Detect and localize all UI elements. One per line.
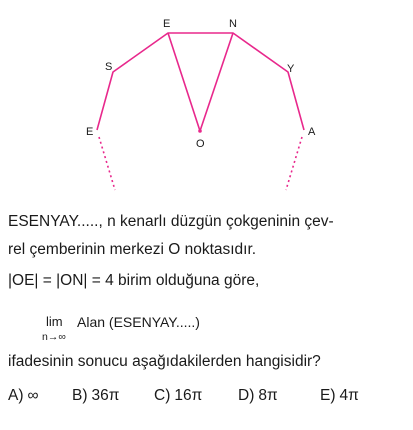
label-a: A bbox=[308, 126, 316, 138]
polygon-figure bbox=[0, 0, 413, 200]
limit-argument: Alan (ESENYAY.....) bbox=[77, 314, 200, 330]
question-line-5: ifadesinin sonucu aşağıdakilerden hangisidir? bbox=[8, 353, 321, 370]
label-n: N bbox=[229, 18, 237, 30]
limit-word: lim bbox=[46, 314, 63, 329]
choice-b[interactable]: B) 36π bbox=[72, 387, 120, 404]
limit-expression bbox=[40, 314, 340, 348]
label-s: S bbox=[105, 61, 113, 73]
dashed-continuation-right bbox=[286, 137, 302, 190]
limit-subscript: n→∞ bbox=[42, 331, 66, 343]
question-line-3: |OE| = |ON| = 4 birim olduğuna göre, bbox=[8, 272, 260, 289]
label-e-top: E bbox=[163, 18, 171, 30]
label-y: Y bbox=[287, 63, 295, 75]
choice-c[interactable]: C) 16π bbox=[154, 387, 203, 404]
question-line-1: ESENYAY....., n kenarlı düzgün çokgeninin çev- bbox=[8, 213, 334, 230]
radius-oe bbox=[168, 33, 200, 131]
answer-choices bbox=[8, 386, 359, 406]
center-point bbox=[198, 129, 202, 133]
radius-on bbox=[200, 33, 233, 131]
choice-d[interactable]: D) 8π bbox=[238, 387, 278, 404]
choice-a[interactable]: A) ∞ bbox=[8, 387, 39, 404]
label-e-left: E bbox=[86, 126, 94, 138]
question-line-2: rel çemberinin merkezi O noktasıdır. bbox=[8, 241, 257, 258]
polygon-edges bbox=[97, 33, 304, 130]
choice-e[interactable]: E) 4π bbox=[320, 387, 359, 404]
label-o: O bbox=[196, 138, 205, 150]
dashed-continuation-left bbox=[99, 137, 115, 190]
